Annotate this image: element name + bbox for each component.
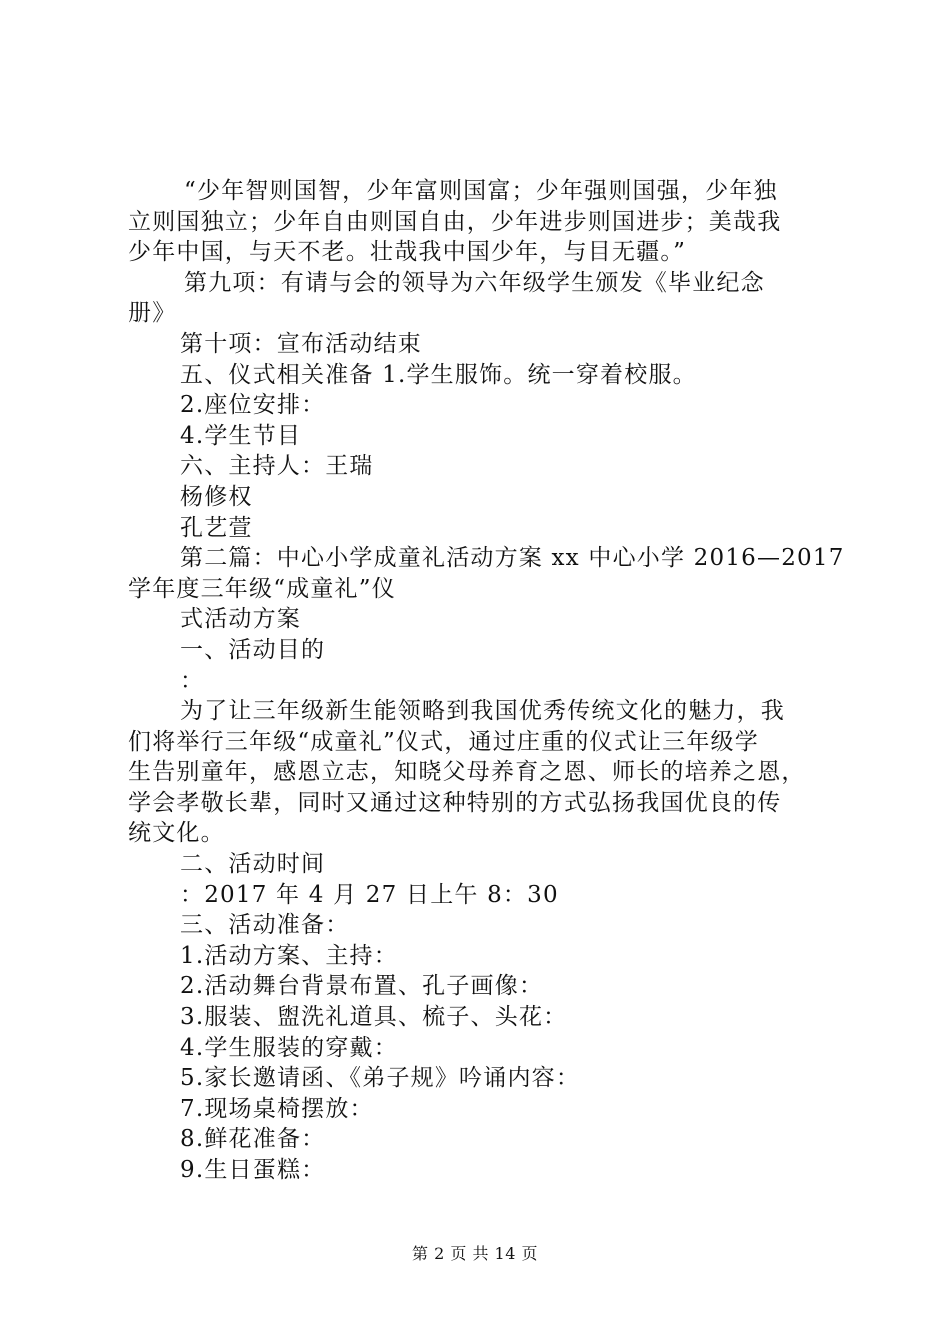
text-line: 9.生日蛋糕：: [180, 1157, 326, 1183]
text-line: 4.学生节目: [180, 422, 302, 449]
text-line: “少年智则国智，少年富则国富；少年强则国强，少年独: [184, 178, 778, 204]
text-line: 式活动方案: [180, 606, 301, 633]
text-line: 一、活动目的: [180, 636, 326, 663]
text-line: 第十项：宣布活动结束: [180, 330, 422, 357]
text-line: 六、主持人：王瑞: [180, 453, 374, 480]
text-line: 孔艺萱: [180, 514, 253, 541]
text-line: 册》: [128, 300, 177, 327]
text-line: ：: [180, 667, 205, 694]
page-number-footer: 第 2 页 共 14 页: [412, 1244, 538, 1263]
text-line: 统文化。: [128, 820, 225, 847]
text-line: 2.座位安排：: [180, 392, 326, 419]
text-line: 们将举行三年级“成童礼”仪式，通过庄重的仪式让三年级学: [128, 728, 759, 755]
text-line: 五、仪式相关准备 1.学生服饰。统一穿着校服。: [180, 361, 697, 388]
text-line: 生告别童年，感恩立志，知晓父母养育之恩、师长的培养之恩，: [128, 759, 806, 786]
text-line: 少年中国，与天不老。壮哉我中国少年，与目无疆。”: [128, 239, 687, 266]
text-line: ：2017 年 4 月 27 日上午 8：30: [180, 881, 559, 908]
text-line: 7.现场桌椅摆放：: [180, 1095, 374, 1122]
text-line: 1.活动方案、主持：: [180, 942, 398, 969]
text-line: 立则国独立；少年自由则国自由，少年进步则国进步；美哉我: [128, 208, 782, 235]
text-line: 杨修权: [180, 483, 253, 510]
text-line: 第九项：有请与会的领导为六年级学生颁发《毕业纪念: [184, 269, 765, 296]
text-line: 5.家长邀请函、《弟子规》吟诵内容：: [180, 1065, 581, 1092]
text-line: 2.活动舞台背景布置、孔子画像：: [180, 973, 544, 1000]
text-line: 4.学生服装的穿戴：: [180, 1034, 398, 1061]
document-body: [128, 176, 845, 1186]
text-line: 二、活动时间: [180, 851, 326, 878]
text-line: 三、活动准备：: [180, 912, 350, 939]
text-line: 8.鲜花准备：: [180, 1126, 326, 1153]
text-line: 为了让三年级新生能领略到我国优秀传统文化的魅力，我: [180, 698, 785, 725]
text-line: 学年度三年级“成童礼”仪: [128, 575, 396, 602]
text-line: 第二篇：中心小学成童礼活动方案 xx 中心小学 2016—2017: [180, 545, 845, 572]
text-line: 3.服装、盥洗礼道具、梳子、头花：: [180, 1004, 568, 1031]
text-line: 学会孝敬长辈，同时又通过这种特别的方式弘扬我国优良的传: [128, 789, 782, 816]
